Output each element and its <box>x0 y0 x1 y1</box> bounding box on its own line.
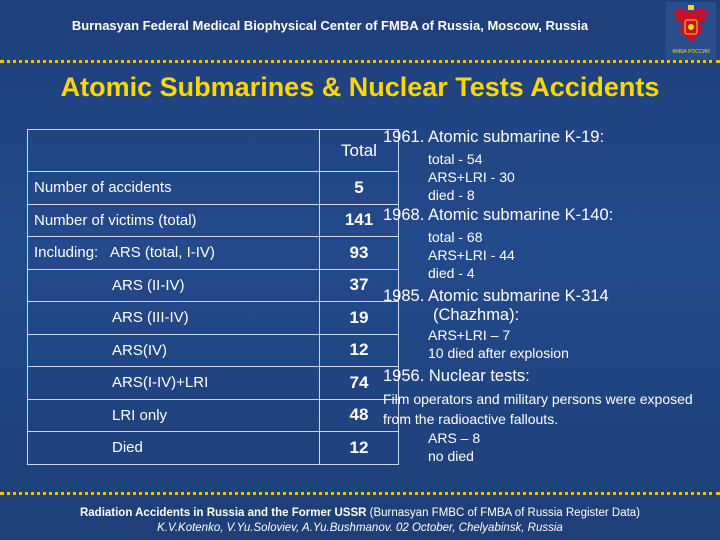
table-row-value: 19 <box>320 302 399 335</box>
nuclear-tests-detail: no died <box>428 448 474 464</box>
accident-details-panel <box>383 128 713 465</box>
k314-detail: 10 died after explosion <box>428 345 569 361</box>
footer-source-note: (Burnasyan FMBC of FMBA of Russia Register Data) <box>366 507 641 519</box>
table-row-label: LRI only <box>28 399 320 432</box>
table-row-label: Number of victims (total) <box>28 204 320 237</box>
k314-detail: ARS+LRI – 7 <box>428 327 511 343</box>
nuclear-tests-text: Film operators and military persons were exposed from the radioactive fallouts. <box>383 391 693 427</box>
k314-subtitle: (Chazhma): <box>433 306 520 324</box>
bottom-dotted-divider <box>0 492 720 495</box>
k140-detail: died - 4 <box>428 265 475 281</box>
table-row-value: 37 <box>320 269 399 302</box>
k19-title: 1961. Atomic submarine K-19: <box>383 128 605 146</box>
k19-detail: ARS+LRI - 30 <box>428 169 515 185</box>
emblem-caption: ФМБА РОССИИ <box>672 49 710 55</box>
footer-citation <box>0 506 720 536</box>
table-row-value: 93 <box>320 237 399 270</box>
table-row-label: ARS (III-IV) <box>28 302 320 335</box>
k19-detail: died - 8 <box>428 187 475 203</box>
table-row-label: Including: ARS (total, I-IV) <box>28 237 320 270</box>
slide-title: Atomic Submarines & Nuclear Tests Accidents <box>60 72 660 102</box>
table-corner-cell <box>28 130 320 172</box>
k314-title: 1985. Atomic submarine K-314 <box>383 287 609 305</box>
table-row-value: 48 <box>320 399 399 432</box>
table-row-label: ARS(I-IV)+LRI <box>28 367 320 400</box>
institution-header: Burnasyan Federal Medical Biophysical Center of FMBA of Russia, Moscow, Russia <box>71 18 589 33</box>
nuclear-tests-detail: ARS – 8 <box>428 430 481 446</box>
footer-source-title: Radiation Accidents in Russia and the Former USSR <box>79 507 367 519</box>
table-row-label: ARS(IV) <box>28 334 320 367</box>
nuclear-tests-title: 1956. Nuclear tests: <box>383 367 530 385</box>
table-column-header: Total <box>320 130 399 172</box>
accident-stats-table <box>27 129 399 465</box>
table-row-label: Number of accidents <box>28 172 320 205</box>
table-row-label: Died <box>28 432 320 465</box>
table-row-value: 5 <box>320 172 399 205</box>
k140-detail: ARS+LRI - 44 <box>428 247 515 263</box>
table-row-value: 12 <box>320 334 399 367</box>
k140-title: 1968. Atomic submarine K-140: <box>383 206 614 224</box>
table-row-value: 141 <box>320 204 399 237</box>
k140-detail: total - 68 <box>428 229 483 245</box>
top-dotted-divider <box>0 60 720 63</box>
footer-authors: K.V.Kotenko, V.Yu.Soloviev, A.Yu.Bushmanov. 02 October, Chelyabinsk, Russia <box>157 522 563 534</box>
table-row-value: 74 <box>320 367 399 400</box>
table-row-label: ARS (II-IV) <box>28 269 320 302</box>
table-row-value: 12 <box>320 432 399 465</box>
k19-detail: total - 54 <box>428 151 483 167</box>
